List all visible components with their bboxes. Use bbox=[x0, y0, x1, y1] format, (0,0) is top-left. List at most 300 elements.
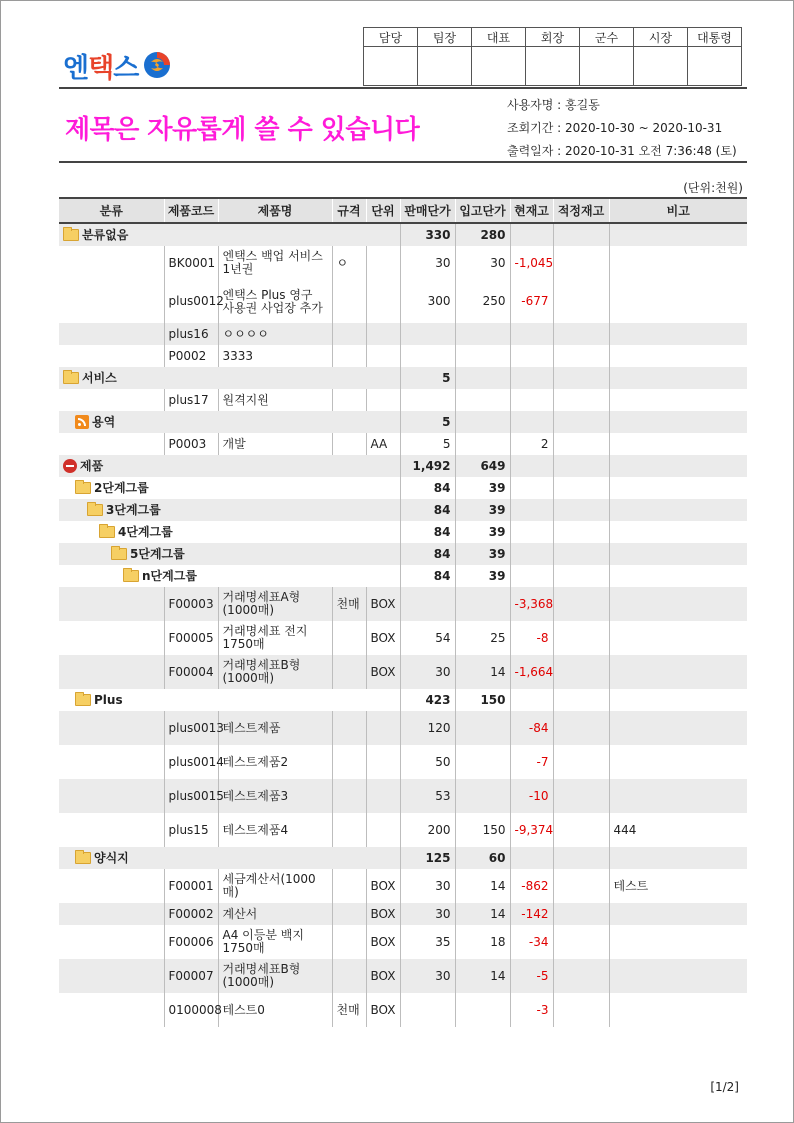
purchase-price-cell: 18 bbox=[455, 925, 510, 959]
purchase-price-cell bbox=[455, 779, 510, 813]
product-name-cell: 원격지원 bbox=[218, 389, 332, 411]
unit-cell bbox=[366, 779, 400, 813]
purchase-price-cell bbox=[455, 367, 510, 389]
sale-price-cell: 30 bbox=[400, 959, 455, 993]
target-stock-cell bbox=[553, 779, 609, 813]
table-row bbox=[59, 655, 747, 689]
target-stock-cell bbox=[553, 711, 609, 745]
sale-price-cell: 50 bbox=[400, 745, 455, 779]
stock-cell: -677 bbox=[510, 280, 553, 323]
target-stock-cell bbox=[553, 903, 609, 925]
group-row bbox=[59, 543, 747, 565]
unit-cell bbox=[366, 246, 400, 280]
column-header: 제품명 bbox=[218, 198, 332, 223]
approval-signature-box bbox=[634, 47, 688, 86]
category-cell bbox=[59, 925, 164, 959]
column-header: 판매단가 bbox=[400, 198, 455, 223]
group-name: 3단계그룹 bbox=[106, 502, 161, 517]
target-stock-cell bbox=[553, 543, 609, 565]
target-stock-cell bbox=[553, 869, 609, 903]
unit-cell: BOX bbox=[366, 925, 400, 959]
column-header: 현재고 bbox=[510, 198, 553, 223]
rss-icon bbox=[75, 415, 89, 429]
group-row bbox=[59, 367, 747, 389]
report-meta bbox=[507, 94, 737, 163]
column-header: 비고 bbox=[609, 198, 747, 223]
target-stock-cell bbox=[553, 389, 609, 411]
spec-cell bbox=[332, 655, 366, 689]
stock-cell: -8 bbox=[510, 621, 553, 655]
category-cell bbox=[59, 587, 164, 621]
table-row bbox=[59, 587, 747, 621]
sale-price-cell: 35 bbox=[400, 925, 455, 959]
product-name-cell: 개발 bbox=[218, 433, 332, 455]
note-cell bbox=[609, 993, 747, 1027]
purchase-price-cell: 30 bbox=[455, 246, 510, 280]
group-name: 서비스 bbox=[82, 370, 117, 385]
purchase-price-cell: 14 bbox=[455, 869, 510, 903]
target-stock-cell bbox=[553, 499, 609, 521]
sale-price-cell: 84 bbox=[400, 521, 455, 543]
note-cell bbox=[609, 847, 747, 869]
group-name: 4단계그룹 bbox=[118, 524, 173, 539]
approval-signature-box bbox=[418, 47, 472, 86]
stock-cell bbox=[510, 223, 553, 246]
spec-cell bbox=[332, 345, 366, 367]
stock-cell bbox=[510, 389, 553, 411]
product-name-cell: A4 이등분 백지 1750매 bbox=[218, 925, 332, 959]
stock-cell bbox=[510, 521, 553, 543]
table-row bbox=[59, 711, 747, 745]
sale-price-cell bbox=[400, 993, 455, 1027]
note-cell bbox=[609, 903, 747, 925]
note-cell bbox=[609, 345, 747, 367]
logo-swirl-icon bbox=[142, 50, 172, 80]
approval-signature-box bbox=[688, 47, 742, 86]
target-stock-cell bbox=[553, 223, 609, 246]
group-name: 분류없음 bbox=[82, 227, 129, 242]
target-stock-cell bbox=[553, 411, 609, 433]
note-cell bbox=[609, 543, 747, 565]
table-row bbox=[59, 389, 747, 411]
unit-cell bbox=[366, 389, 400, 411]
sale-price-cell bbox=[400, 345, 455, 367]
spec-cell bbox=[332, 745, 366, 779]
product-code-cell: BK0001 bbox=[164, 246, 218, 280]
target-stock-cell bbox=[553, 745, 609, 779]
folder-icon bbox=[111, 548, 127, 560]
spec-cell bbox=[332, 433, 366, 455]
stock-cell: 2 bbox=[510, 433, 553, 455]
target-stock-cell bbox=[553, 959, 609, 993]
category-cell bbox=[59, 323, 164, 345]
product-code-cell: 0100008 bbox=[164, 993, 218, 1027]
column-header: 단위 bbox=[366, 198, 400, 223]
approval-role-label: 군수 bbox=[580, 28, 634, 47]
target-stock-cell bbox=[553, 433, 609, 455]
table-row bbox=[59, 246, 747, 280]
folder-icon bbox=[75, 694, 91, 706]
product-code-cell: F00003 bbox=[164, 587, 218, 621]
group-row bbox=[59, 411, 747, 433]
category-cell bbox=[59, 655, 164, 689]
group-name: Plus bbox=[94, 692, 123, 707]
target-stock-cell bbox=[553, 813, 609, 847]
note-cell bbox=[609, 655, 747, 689]
purchase-price-cell bbox=[455, 389, 510, 411]
category-cell bbox=[59, 280, 164, 323]
category-cell bbox=[59, 246, 164, 280]
spec-cell bbox=[332, 903, 366, 925]
target-stock-cell bbox=[553, 847, 609, 869]
product-name-cell: 세금계산서(1000매) bbox=[218, 869, 332, 903]
unit-cell: AA bbox=[366, 433, 400, 455]
sale-price-cell: 30 bbox=[400, 903, 455, 925]
purchase-price-cell: 14 bbox=[455, 655, 510, 689]
note-cell bbox=[609, 411, 747, 433]
group-row bbox=[59, 477, 747, 499]
column-header: 적정재고 bbox=[553, 198, 609, 223]
note-cell bbox=[609, 521, 747, 543]
target-stock-cell bbox=[553, 367, 609, 389]
category-cell bbox=[59, 711, 164, 745]
stock-cell: -9,374 bbox=[510, 813, 553, 847]
note-cell bbox=[609, 246, 747, 280]
product-code-cell: F00001 bbox=[164, 869, 218, 903]
purchase-price-cell: 39 bbox=[455, 565, 510, 587]
approval-role-label: 대통령 bbox=[688, 28, 742, 47]
folder-icon bbox=[99, 526, 115, 538]
header-rule-top bbox=[59, 87, 747, 89]
meta-user: 사용자명 : 홍길동 bbox=[507, 98, 600, 112]
group-cell bbox=[59, 689, 400, 711]
column-header: 분류 bbox=[59, 198, 164, 223]
purchase-price-cell bbox=[455, 345, 510, 367]
category-cell bbox=[59, 745, 164, 779]
group-cell bbox=[59, 367, 400, 389]
note-cell bbox=[609, 711, 747, 745]
note-cell bbox=[609, 565, 747, 587]
unit-cell: BOX bbox=[366, 655, 400, 689]
sale-price-cell: 30 bbox=[400, 246, 455, 280]
stock-cell: -34 bbox=[510, 925, 553, 959]
stock-cell bbox=[510, 455, 553, 477]
group-row bbox=[59, 499, 747, 521]
sale-price-cell: 120 bbox=[400, 711, 455, 745]
sale-price-cell bbox=[400, 389, 455, 411]
group-name: n단계그룹 bbox=[142, 568, 197, 583]
spec-cell: 천매 bbox=[332, 993, 366, 1027]
table-row bbox=[59, 813, 747, 847]
spec-cell bbox=[332, 280, 366, 323]
product-name-cell: 거래명세표B형(1000매) bbox=[218, 655, 332, 689]
target-stock-cell bbox=[553, 345, 609, 367]
table-row bbox=[59, 280, 747, 323]
target-stock-cell bbox=[553, 621, 609, 655]
folder-icon bbox=[63, 229, 79, 241]
target-stock-cell bbox=[553, 280, 609, 323]
note-cell: 테스트 bbox=[609, 869, 747, 903]
purchase-price-cell bbox=[455, 587, 510, 621]
spec-cell bbox=[332, 711, 366, 745]
sale-price-cell: 125 bbox=[400, 847, 455, 869]
sale-price-cell: 84 bbox=[400, 565, 455, 587]
note-cell bbox=[609, 745, 747, 779]
spec-cell bbox=[332, 869, 366, 903]
purchase-price-cell: 150 bbox=[455, 689, 510, 711]
group-cell bbox=[59, 543, 400, 565]
product-code-cell: P0003 bbox=[164, 433, 218, 455]
product-name-cell: 거래명세표 전지 1750매 bbox=[218, 621, 332, 655]
table-row bbox=[59, 993, 747, 1027]
target-stock-cell bbox=[553, 477, 609, 499]
stock-cell bbox=[510, 345, 553, 367]
note-cell bbox=[609, 959, 747, 993]
spec-cell bbox=[332, 813, 366, 847]
purchase-price-cell: 39 bbox=[455, 521, 510, 543]
product-code-cell: F00004 bbox=[164, 655, 218, 689]
group-cell bbox=[59, 455, 400, 477]
note-cell bbox=[609, 455, 747, 477]
product-code-cell: plus17 bbox=[164, 389, 218, 411]
column-header: 제품코드 bbox=[164, 198, 218, 223]
group-cell bbox=[59, 223, 400, 246]
stock-cell bbox=[510, 689, 553, 711]
product-name-cell: 테스트제품 bbox=[218, 711, 332, 745]
sale-price-cell: 300 bbox=[400, 280, 455, 323]
spec-cell: 천매 bbox=[332, 587, 366, 621]
note-cell bbox=[609, 389, 747, 411]
product-code-cell: F00005 bbox=[164, 621, 218, 655]
product-code-cell: plus0015 bbox=[164, 779, 218, 813]
purchase-price-cell: 60 bbox=[455, 847, 510, 869]
product-name-cell: 거래명세표B형(1000매) bbox=[218, 959, 332, 993]
table-row bbox=[59, 621, 747, 655]
product-code-cell: F00006 bbox=[164, 925, 218, 959]
folder-icon bbox=[87, 504, 103, 516]
meta-period: 조회기간 : 2020-10-30 ~ 2020-10-31 bbox=[507, 121, 723, 135]
approval-signature-box bbox=[472, 47, 526, 86]
meta-printed: 출력일자 : 2020-10-31 오전 7:36:48 (토) bbox=[507, 144, 737, 158]
approval-role-label: 회장 bbox=[526, 28, 580, 47]
group-cell bbox=[59, 411, 400, 433]
approval-role-label: 담당 bbox=[364, 28, 418, 47]
product-name-cell: 3333 bbox=[218, 345, 332, 367]
purchase-price-cell: 25 bbox=[455, 621, 510, 655]
table-row bbox=[59, 925, 747, 959]
category-cell bbox=[59, 993, 164, 1027]
group-cell bbox=[59, 477, 400, 499]
report-title: 제목은 자유롭게 쓸 수 있습니다 bbox=[65, 115, 420, 145]
sale-price-cell: 30 bbox=[400, 655, 455, 689]
note-cell bbox=[609, 433, 747, 455]
table-row bbox=[59, 745, 747, 779]
target-stock-cell bbox=[553, 455, 609, 477]
product-name-cell: 테스트제품2 bbox=[218, 745, 332, 779]
purchase-price-cell: 14 bbox=[455, 903, 510, 925]
purchase-price-cell bbox=[455, 411, 510, 433]
sale-price-cell bbox=[400, 323, 455, 345]
spec-cell bbox=[332, 925, 366, 959]
header-rule-bottom bbox=[59, 161, 747, 163]
product-name-cell: 테스트0 bbox=[218, 993, 332, 1027]
sale-price-cell: 5 bbox=[400, 367, 455, 389]
sale-price-cell: 84 bbox=[400, 543, 455, 565]
note-cell bbox=[609, 689, 747, 711]
spec-cell bbox=[332, 389, 366, 411]
note-cell bbox=[609, 367, 747, 389]
stock-cell bbox=[510, 847, 553, 869]
stock-cell: -142 bbox=[510, 903, 553, 925]
stock-cell bbox=[510, 543, 553, 565]
purchase-price-cell: 39 bbox=[455, 543, 510, 565]
category-cell bbox=[59, 389, 164, 411]
category-cell bbox=[59, 903, 164, 925]
table-row bbox=[59, 323, 747, 345]
note-cell bbox=[609, 323, 747, 345]
group-row bbox=[59, 689, 747, 711]
folder-icon bbox=[75, 482, 91, 494]
group-cell bbox=[59, 521, 400, 543]
table-row bbox=[59, 779, 747, 813]
approval-role-label: 시장 bbox=[634, 28, 688, 47]
stock-cell bbox=[510, 565, 553, 587]
target-stock-cell bbox=[553, 925, 609, 959]
stock-cell: -84 bbox=[510, 711, 553, 745]
sale-price-cell: 54 bbox=[400, 621, 455, 655]
target-stock-cell bbox=[553, 323, 609, 345]
purchase-price-cell: 39 bbox=[455, 499, 510, 521]
column-header: 규격 bbox=[332, 198, 366, 223]
stock-cell: -7 bbox=[510, 745, 553, 779]
approval-role-label: 대표 bbox=[472, 28, 526, 47]
stock-cell: -3,368 bbox=[510, 587, 553, 621]
table-row bbox=[59, 959, 747, 993]
stock-cell: -1,664 bbox=[510, 655, 553, 689]
unit-cell: BOX bbox=[366, 869, 400, 903]
spec-cell bbox=[332, 959, 366, 993]
table-row bbox=[59, 433, 747, 455]
group-cell bbox=[59, 499, 400, 521]
stock-cell bbox=[510, 411, 553, 433]
sale-price-cell: 1,492 bbox=[400, 455, 455, 477]
category-cell bbox=[59, 813, 164, 847]
unit-cell bbox=[366, 345, 400, 367]
stock-cell bbox=[510, 323, 553, 345]
stock-cell: -1,045 bbox=[510, 246, 553, 280]
product-name-cell: 테스트제품4 bbox=[218, 813, 332, 847]
group-row bbox=[59, 223, 747, 246]
sale-price-cell: 330 bbox=[400, 223, 455, 246]
product-code-cell: F00007 bbox=[164, 959, 218, 993]
spec-cell: ㅇ bbox=[332, 246, 366, 280]
sale-price-cell: 84 bbox=[400, 477, 455, 499]
purchase-price-cell: 14 bbox=[455, 959, 510, 993]
target-stock-cell bbox=[553, 565, 609, 587]
note-cell bbox=[609, 925, 747, 959]
sale-price-cell: 53 bbox=[400, 779, 455, 813]
folder-icon bbox=[75, 852, 91, 864]
unit-cell: BOX bbox=[366, 993, 400, 1027]
purchase-price-cell bbox=[455, 323, 510, 345]
purchase-price-cell: 280 bbox=[455, 223, 510, 246]
purchase-price-cell bbox=[455, 745, 510, 779]
stock-cell: -10 bbox=[510, 779, 553, 813]
group-name: 5단계그룹 bbox=[130, 546, 185, 561]
stock-cell bbox=[510, 477, 553, 499]
stock-cell bbox=[510, 499, 553, 521]
product-name-cell: 엔택스 Plus 영구 사용권 사업장 추가 bbox=[218, 280, 332, 323]
category-cell bbox=[59, 869, 164, 903]
approval-signature-box bbox=[580, 47, 634, 86]
unit-label: (단위:천원) bbox=[683, 181, 743, 195]
product-code-cell: plus0014 bbox=[164, 745, 218, 779]
page-number: [1/2] bbox=[710, 1080, 739, 1094]
unit-cell bbox=[366, 711, 400, 745]
product-code-cell: plus16 bbox=[164, 323, 218, 345]
product-name-cell: 테스트제품3 bbox=[218, 779, 332, 813]
product-name-cell: 거래명세표A형(1000매) bbox=[218, 587, 332, 621]
product-code-cell: F00002 bbox=[164, 903, 218, 925]
sale-price-cell: 423 bbox=[400, 689, 455, 711]
purchase-price-cell bbox=[455, 993, 510, 1027]
target-stock-cell bbox=[553, 246, 609, 280]
company-logo bbox=[63, 45, 172, 85]
unit-cell: BOX bbox=[366, 587, 400, 621]
inventory-table bbox=[59, 197, 747, 1027]
stock-cell: -862 bbox=[510, 869, 553, 903]
note-cell bbox=[609, 587, 747, 621]
spec-cell bbox=[332, 779, 366, 813]
target-stock-cell bbox=[553, 993, 609, 1027]
folder-icon bbox=[63, 372, 79, 384]
note-cell bbox=[609, 779, 747, 813]
group-row bbox=[59, 847, 747, 869]
group-row bbox=[59, 521, 747, 543]
purchase-price-cell: 150 bbox=[455, 813, 510, 847]
product-code-cell: P0002 bbox=[164, 345, 218, 367]
purchase-price-cell bbox=[455, 711, 510, 745]
unit-cell bbox=[366, 323, 400, 345]
group-name: 용역 bbox=[92, 414, 116, 429]
group-cell bbox=[59, 565, 400, 587]
stop-icon bbox=[63, 459, 77, 473]
category-cell bbox=[59, 959, 164, 993]
purchase-price-cell: 250 bbox=[455, 280, 510, 323]
unit-cell bbox=[366, 745, 400, 779]
unit-cell: BOX bbox=[366, 903, 400, 925]
category-cell bbox=[59, 433, 164, 455]
purchase-price-cell bbox=[455, 433, 510, 455]
target-stock-cell bbox=[553, 587, 609, 621]
sale-price-cell: 5 bbox=[400, 411, 455, 433]
target-stock-cell bbox=[553, 655, 609, 689]
table-row bbox=[59, 345, 747, 367]
note-cell: 444 bbox=[609, 813, 747, 847]
unit-cell bbox=[366, 280, 400, 323]
group-name: 제품 bbox=[80, 458, 104, 473]
approval-signature-box bbox=[526, 47, 580, 86]
unit-cell bbox=[366, 813, 400, 847]
approval-signature-box bbox=[364, 47, 418, 86]
category-cell bbox=[59, 621, 164, 655]
sale-price-cell: 30 bbox=[400, 869, 455, 903]
group-name: 양식지 bbox=[94, 850, 129, 865]
product-name-cell: 계산서 bbox=[218, 903, 332, 925]
spec-cell bbox=[332, 323, 366, 345]
table-row bbox=[59, 903, 747, 925]
sale-price-cell bbox=[400, 587, 455, 621]
